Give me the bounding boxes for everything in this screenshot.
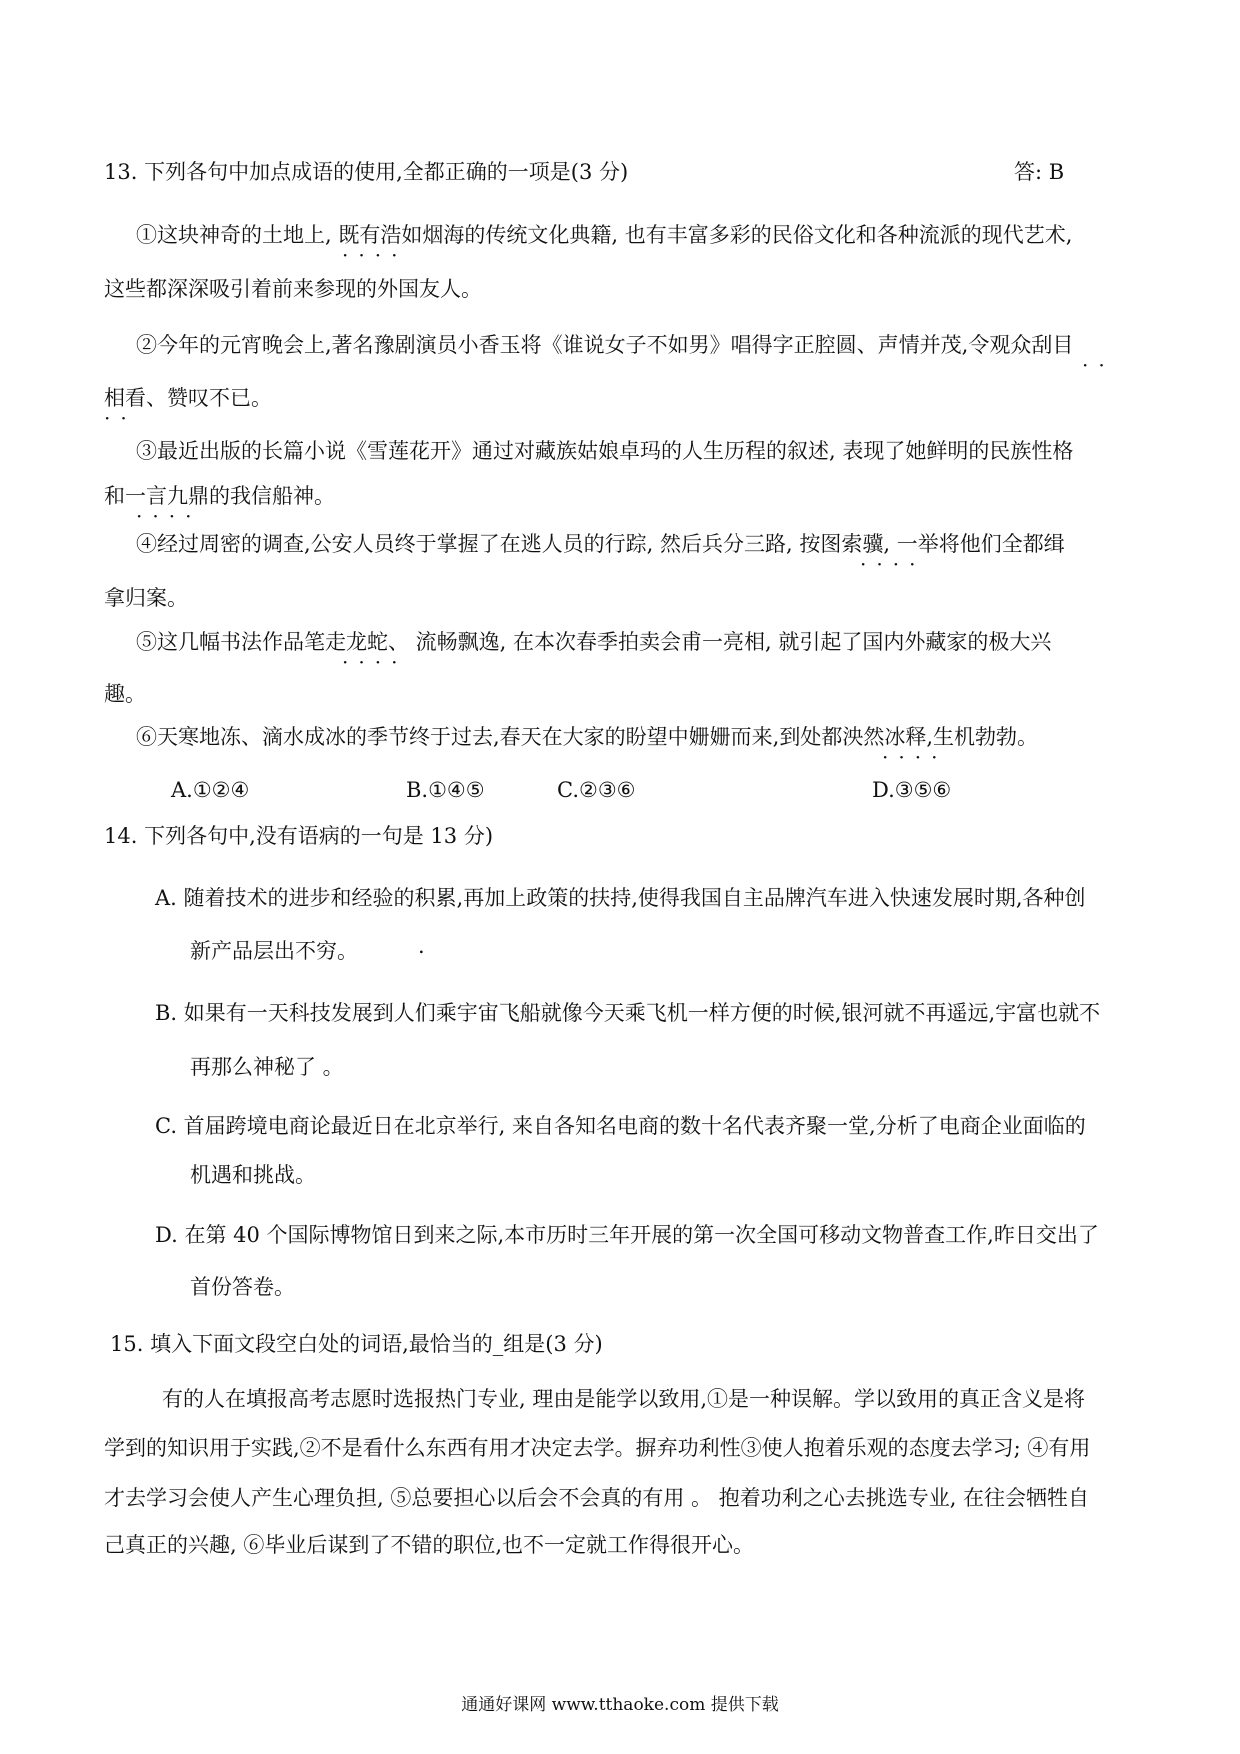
q15-para-line4: 己真正的兴趣, ⑥毕业后谋到了不错的职位,也不一定就工作得很开心。 <box>104 1533 755 1557</box>
q13-s1-line2: 这些都深深吸引着前来参现的外国友人。 <box>104 277 482 301</box>
q13-s1-line1: ①这块神奇的土地上, 既有浩如烟海的传统文化典籍, 也有丰富多彩的民俗文化和各种流派的现代艺术, <box>136 223 1073 247</box>
q13-s5-line2: 趣。 <box>104 682 146 706</box>
q15-title: 15. 填入下面文段空白处的词语,最恰当的_组是(3 分) <box>110 1332 603 1356</box>
footer-text: 通通好课网 www.tthaoke.com 提供下载 <box>461 1695 779 1715</box>
q13-s2-line2: 相看、赞叹不已。 <box>104 386 272 410</box>
q14-option-a-line1: A. 随着技术的进步和经验的积累,再加上政策的扶持,使得我国自主品牌汽车进入快速发展时期,各种创 <box>155 886 1086 910</box>
q13-s3-line2: 和一言九鼎的我信船神。 <box>104 484 335 508</box>
q14-title: 14. 下列各句中,没有语病的一句是 13 分) <box>104 824 494 848</box>
q14-option-d-line2: 首份答卷。 <box>190 1275 295 1299</box>
emphasis-dots: ···· <box>342 243 408 267</box>
emphasis-dots: ···· <box>882 745 948 769</box>
choice-a: A.①②④ <box>171 778 250 802</box>
q13-s3-line1: ③最近出版的长篇小说《雪莲花开》通过对藏族姑娘卓玛的人生历程的叙述, 表现了她鲜明的民族性格 <box>136 439 1074 463</box>
emphasis-dots: ···· <box>136 504 202 528</box>
emphasis-dots: ·· <box>1082 353 1115 377</box>
q14-option-b-line1: B. 如果有一天科技发展到人们乘宇宙飞船就像今天乘飞机一样方便的时候,银河就不再遥远,宇富也就不 <box>155 1001 1101 1025</box>
q14-option-c-line2: 机遇和挑战。 <box>190 1163 316 1187</box>
q14-option-d-line1: D. 在第 40 个国际博物馆日到来之际,本市历时三年开展的第一次全国可移动文物普查工作,昨日交出了 <box>155 1223 1099 1247</box>
q15-para-line2: 学到的知识用于实践,②不是看什么东西有用才决定去学。摒弃功利性③使人抱着乐观的态度去学习; ④有用 <box>104 1436 1091 1460</box>
q15-para-line3: 才去学习会使人产生心理负担, ⑤总要担心以后会不会真的有用 。 抱着功利之心去挑选专业, 在往会牺牲自 <box>104 1486 1090 1510</box>
q13-s2-line1: ②今年的元宵晚会上,著名豫剧演员小香玉将《谁说女子不如男》唱得字正腔圆、声情并茂,令观众刮目 <box>136 333 1074 357</box>
stray-mark: . <box>418 934 425 958</box>
q13-s5-line1: ⑤这几幅书法作品笔走龙蛇、 流畅飘逸, 在本次春季拍卖会甫一亮相, 就引起了国内外藏家的极大兴 <box>136 630 1052 654</box>
q13-title: 13. 下列各句中加点成语的使用,全都正确的一项是(3 分) <box>104 160 629 184</box>
emphasis-dots: ·· <box>104 406 137 430</box>
q14-option-b-line2: 再那么神秘了 。 <box>190 1055 344 1079</box>
q13-s4-line1: ④经过周密的调查,公安人员终于掌握了在逃人员的行踪, 然后兵分三路, 按图索骥, 一举将他们全都缉 <box>136 532 1065 556</box>
q13-answer: 答: B <box>1014 160 1065 184</box>
choice-b: B.①④⑤ <box>406 778 485 802</box>
choice-c: C.②③⑥ <box>557 778 636 802</box>
q15-para-line1: 有的人在填报高考志愿时选报热门专业, 理由是能学以致用,①是一种误解。学以致用的真正含义是将 <box>162 1387 1086 1411</box>
q14-option-c-line1: C. 首届跨境电商论最近日在北京举行, 来自各知名电商的数十名代表齐聚一堂,分析了电商企业面临的 <box>155 1114 1086 1138</box>
choice-d: D.③⑤⑥ <box>872 778 952 802</box>
q14-option-a-line2: 新产品层出不穷。 <box>190 939 358 963</box>
q13-s4-line2: 拿归案。 <box>104 586 188 610</box>
emphasis-dots: ···· <box>860 552 926 576</box>
emphasis-dots: ···· <box>342 650 408 674</box>
q13-s6: ⑥天寒地冻、滴水成冰的季节终于过去,春天在大家的盼望中姗姗而来,到处都泱然冰释,生机勃勃。 <box>136 725 1039 749</box>
